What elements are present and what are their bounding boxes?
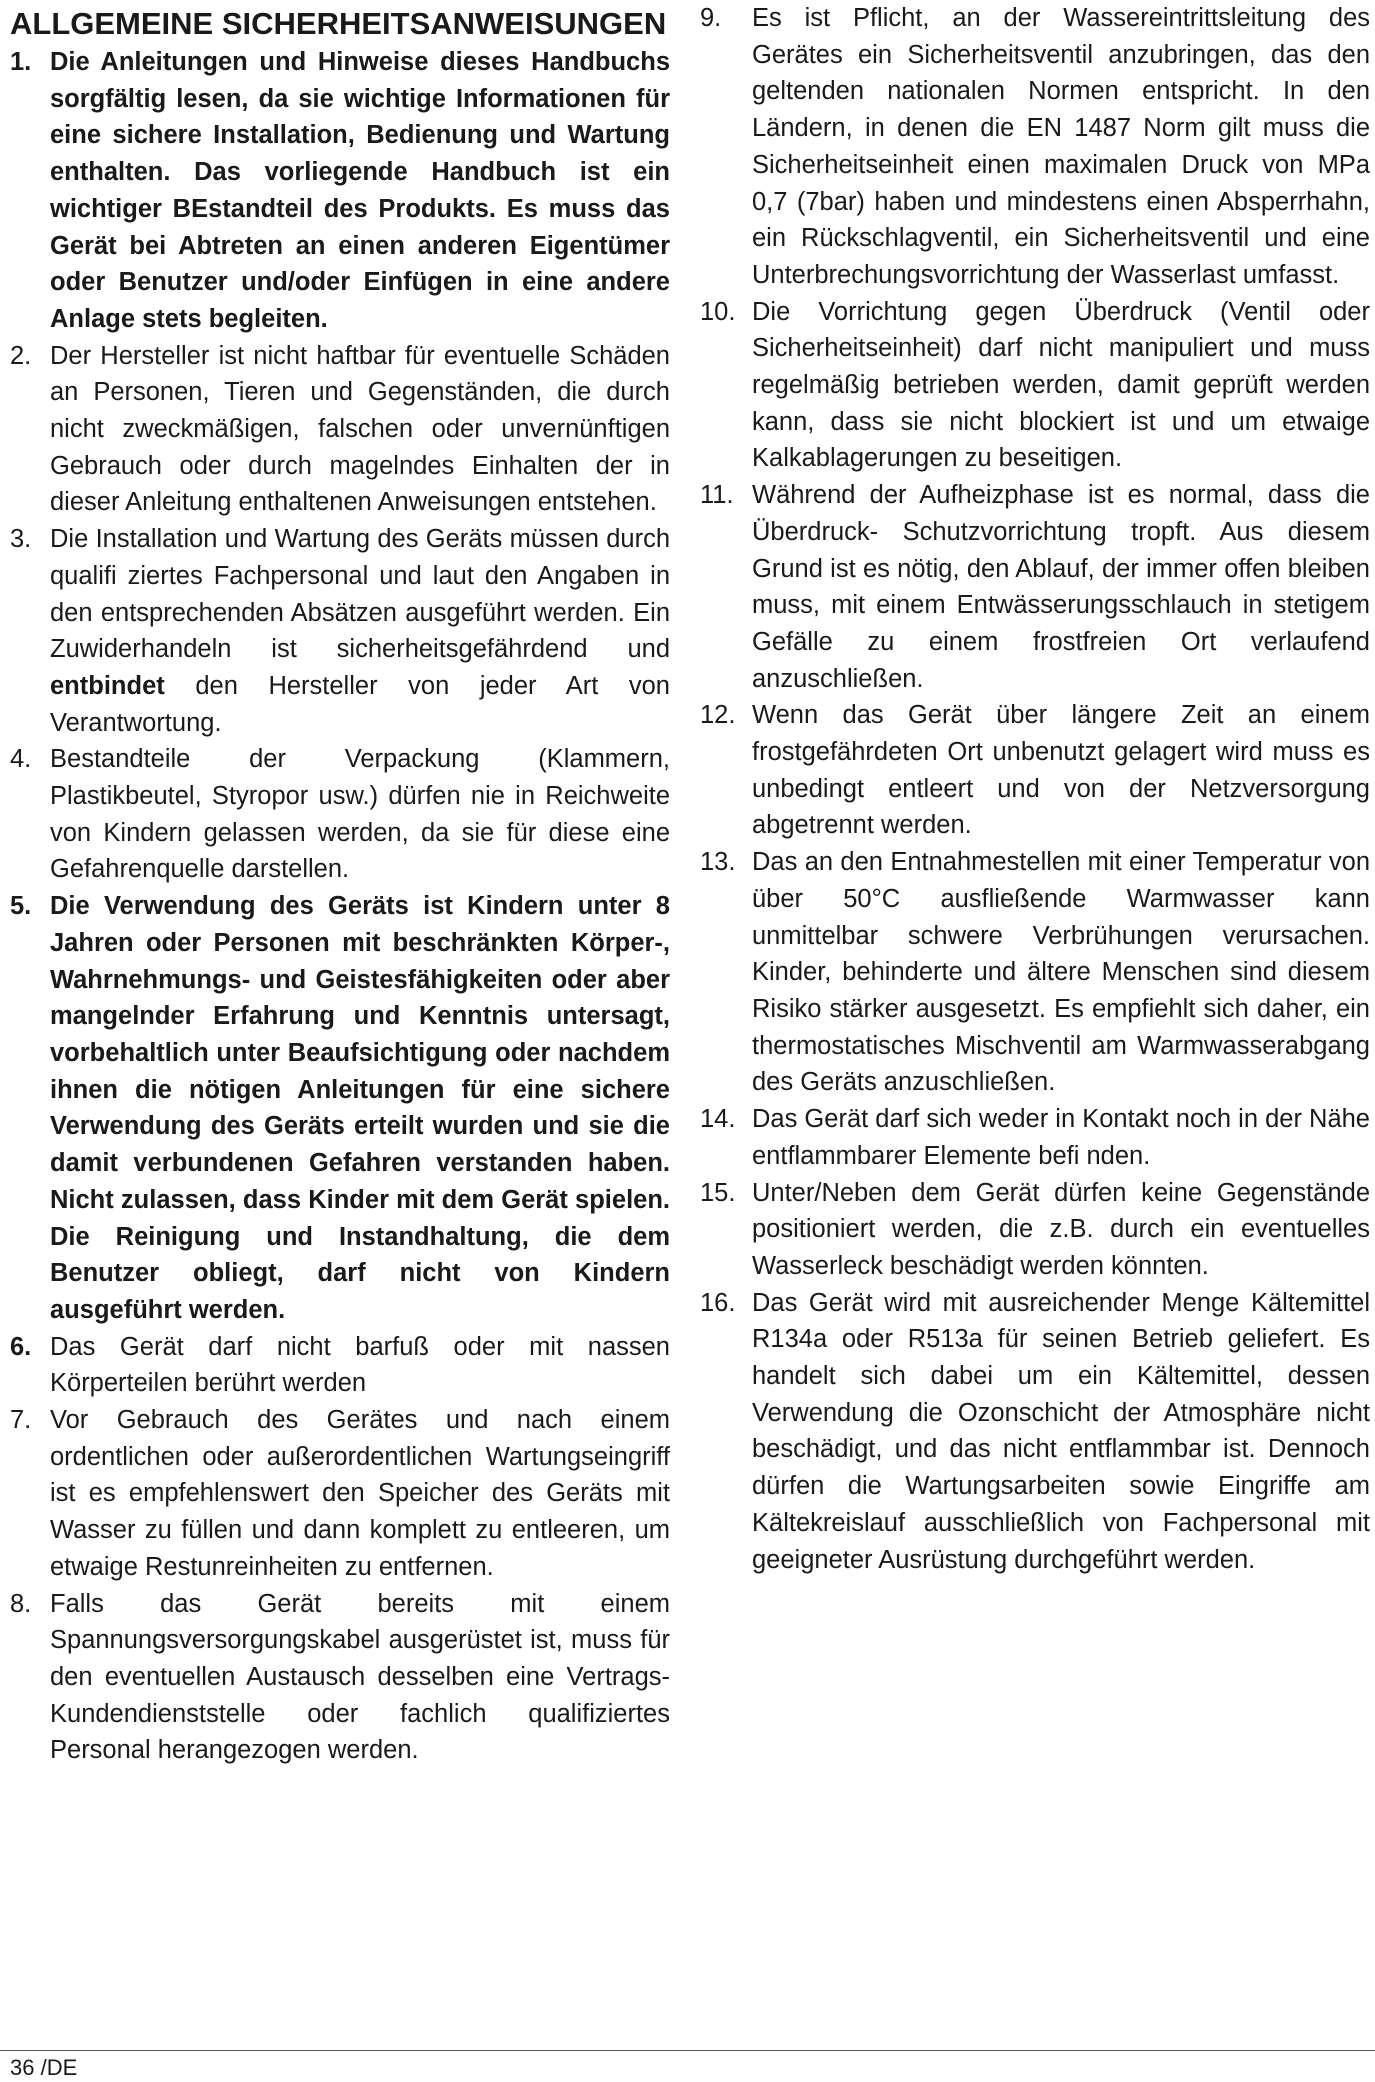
item-text: Die Verwendung des Geräts ist Kindern unter 8 Jahren oder Personen mit beschränkten Körper-, Wahrnehmungs- und Geistesfähigkeiten oder aber mangelnder Erfahrung und Kenntnis untersagt, vorbehaltlich unter Beaufsichtigung oder nachdem ihnen die nötigen Anleitungen für eine sichere Verwendung des Geräts erteilt wurden und sie die damit verbundenen Gefahren verstanden haben. Nicht zulassen, dass Kinder mit dem Gerät spielen. Die Reinigung und Instandhaltung, die dem Benutzer obliegt, darf nicht von Kindern ausgeführt werden. (50, 892, 670, 1324)
item-number: 15. (700, 1178, 736, 1207)
item-number: 5. (10, 892, 32, 921)
item-number: 3. (10, 525, 32, 554)
item-number: 13. (700, 848, 736, 877)
item-number: 9. (700, 4, 722, 32)
item-number: 4. (10, 745, 32, 774)
list-item (700, 294, 1370, 478)
item-text: Vor Gebrauch des Gerätes und nach einem ordentlichen oder außerordentlichen Wartungseingriff ist es empfehlenswert den Speicher des Geräts mit Wasser zu füllen und dann komplett zu entleeren, um etwaige Restunreinheiten zu entfernen. (50, 1406, 670, 1581)
item-text: Die Anleitungen und Hinweise dieses Handbuchs sorgfältig lesen, da sie wichtige Informationen für eine sichere Installation, Bedienung und Wartung enthalten. Das vorliegende Handbuch ist ein wichtiger BEstandteil des Produkts. Es muss das Gerät bei Abtreten an einen anderen Eigentümer oder Benutzer und/oder Einfügen in eine andere Anlage stets begleiten. (50, 48, 670, 333)
safety-list-right (700, 0, 1370, 1578)
left-column (10, 0, 670, 1769)
list-item (700, 844, 1370, 1101)
list-item (10, 888, 670, 1328)
list-item (10, 1402, 670, 1586)
safety-list-left (10, 44, 670, 1769)
list-item (10, 741, 670, 888)
item-number: 8. (10, 1589, 32, 1618)
item-number: 7. (10, 1406, 32, 1435)
section-heading: ALLGEMEINE SICHERHEITSANWEISUNGEN (10, 6, 667, 41)
item-text: Es ist Pflicht, an der Wassereintrittsleitung des Gerätes ein Sicherheitsventil anzubringen, das den geltenden nationalen Normen entspricht. In den Ländern, in denen die EN 1487 Norm gilt muss die Sicherheitseinheit einen maximalen Druck von MPa 0,7 (7bar) haben und mindestens einen Absperrhahn, ein Rückschlagventil, ein Sicherheitsventil und eine Unterbrechungsvorrichtung der Wasserlast umfasst. (752, 4, 1370, 289)
item-number: 1. (10, 48, 32, 76)
list-item (700, 1175, 1370, 1285)
item-text: Das Gerät darf sich weder in Kontakt noch in der Nähe entflammbarer Elemente befi nden. (752, 1105, 1370, 1170)
item-text: Der Hersteller ist nicht haftbar für eventuelle Schäden an Personen, Tieren und Gegenständen, die durch nicht zweckmäßigen, falschen oder unvernünftigen Gebrauch oder durch magelndes Einhalten der in dieser Anleitung enthaltenen Anweisungen entstehen. (50, 341, 670, 517)
item-text-part: den Hersteller von jeder Art von Verantwortung. (50, 671, 670, 737)
item-text (10, 521, 670, 741)
item-text-part: Die Installation und Wartung des Geräts müssen durch qualifi ziertes Fachpersonal und laut den Angaben in den entsprechenden Absätzen ausgeführt werden. Ein Zuwiderhandeln ist sicherheitsgefährdend und (50, 525, 670, 664)
item-text: Das an den Entnahmestellen mit einer Temperatur von über 50°C ausfließende Warmwasser kann unmittelbar schwere Verbrühungen verursachen. Kinder, behinderte und ältere Menschen sind diesem Risiko stärker ausgesetzt. Es empfiehlt sich daher, ein thermostatisches Mischventil am Warmwasserabgang des Geräts anzuschließen. (752, 848, 1370, 1097)
list-item (10, 1329, 670, 1402)
item-text: Während der Aufheizphase ist es normal, dass die Überdruck- Schutzvorrichtung tropft. Aus diesem Grund ist es nötig, den Ablauf, der immer offen bleiben muss, mit einem Entwässerungsschlauch in stetigem Gefälle zu einem frostfreien Ort verlaufend anzuschließen. (752, 481, 1370, 693)
item-number: 10. (700, 297, 736, 326)
item-text: Wenn das Gerät über längere Zeit an einem frostgefährdeten Ort unbenutzt gelagert wird muss es unbedingt entleert und von der Netzversorgung abgetrennt werden. (752, 701, 1370, 840)
item-text: Das Gerät darf nicht barfuß oder mit nassen Körperteilen berührt werden (50, 1332, 670, 1398)
item-text-emphasis: entbindet (50, 671, 165, 700)
list-item (10, 1586, 670, 1770)
item-text: Falls das Gerät bereits mit einem Spannungsversorgungskabel ausgerüstet ist, muss für den eventuellen Austausch desselben eine Vertrags-Kundendienststelle oder fachlich qualifiziertes Personal herangezogen werden. (50, 1589, 670, 1765)
page-number: 36 /DE (10, 2055, 78, 2080)
item-text: Die Vorrichtung gegen Überdruck (Ventil oder Sicherheitseinheit) darf nicht manipuliert und muss regelmäßig betrieben werden, damit geprüft werden kann, dass sie nicht blockiert ist und um etwaige Kalkablagerungen zu beseitigen. (752, 297, 1370, 473)
item-number: 6. (10, 1332, 32, 1361)
item-number: 14. (700, 1105, 736, 1134)
list-item (700, 1285, 1370, 1579)
item-text: Unter/Neben dem Gerät dürfen keine Gegenstände positioniert werden, die z.B. durch ein eventuelles Wasserleck beschädigt werden könnten. (752, 1178, 1370, 1280)
list-item (10, 338, 670, 522)
item-text: Das Gerät wird mit ausreichender Menge Kältemittel R134a oder R513a für seinen Betrieb geliefert. Es handelt sich dabei um ein Kältemittel, dessen Verwendung die Ozonschicht der Atmosphäre nicht beschädigt, und das nicht entflammbar ist. Dennoch dürfen die Wartungsarbeiten sowie Eingriffe am Kältekreislauf ausschließlich von Fachpersonal mit geeigneter Ausrüstung durchgeführt werden. (752, 1288, 1370, 1574)
footer-divider (0, 2050, 1375, 2051)
item-text: Bestandteile der Verpackung (Klammern, Plastikbeutel, Styropor usw.) dürfen nie in Reichweite von Kindern gelassen werden, da sie für diese eine Gefahrenquelle darstellen. (50, 745, 670, 884)
list-item (700, 1101, 1370, 1174)
list-item (700, 697, 1370, 844)
list-item (10, 44, 670, 338)
item-number: 11. (700, 481, 734, 510)
list-item (700, 477, 1370, 697)
right-column (700, 0, 1370, 1578)
item-number: 12. (700, 701, 736, 730)
list-item (10, 521, 670, 741)
list-item (700, 0, 1370, 294)
item-number: 16. (700, 1288, 736, 1317)
item-number: 2. (10, 341, 32, 370)
